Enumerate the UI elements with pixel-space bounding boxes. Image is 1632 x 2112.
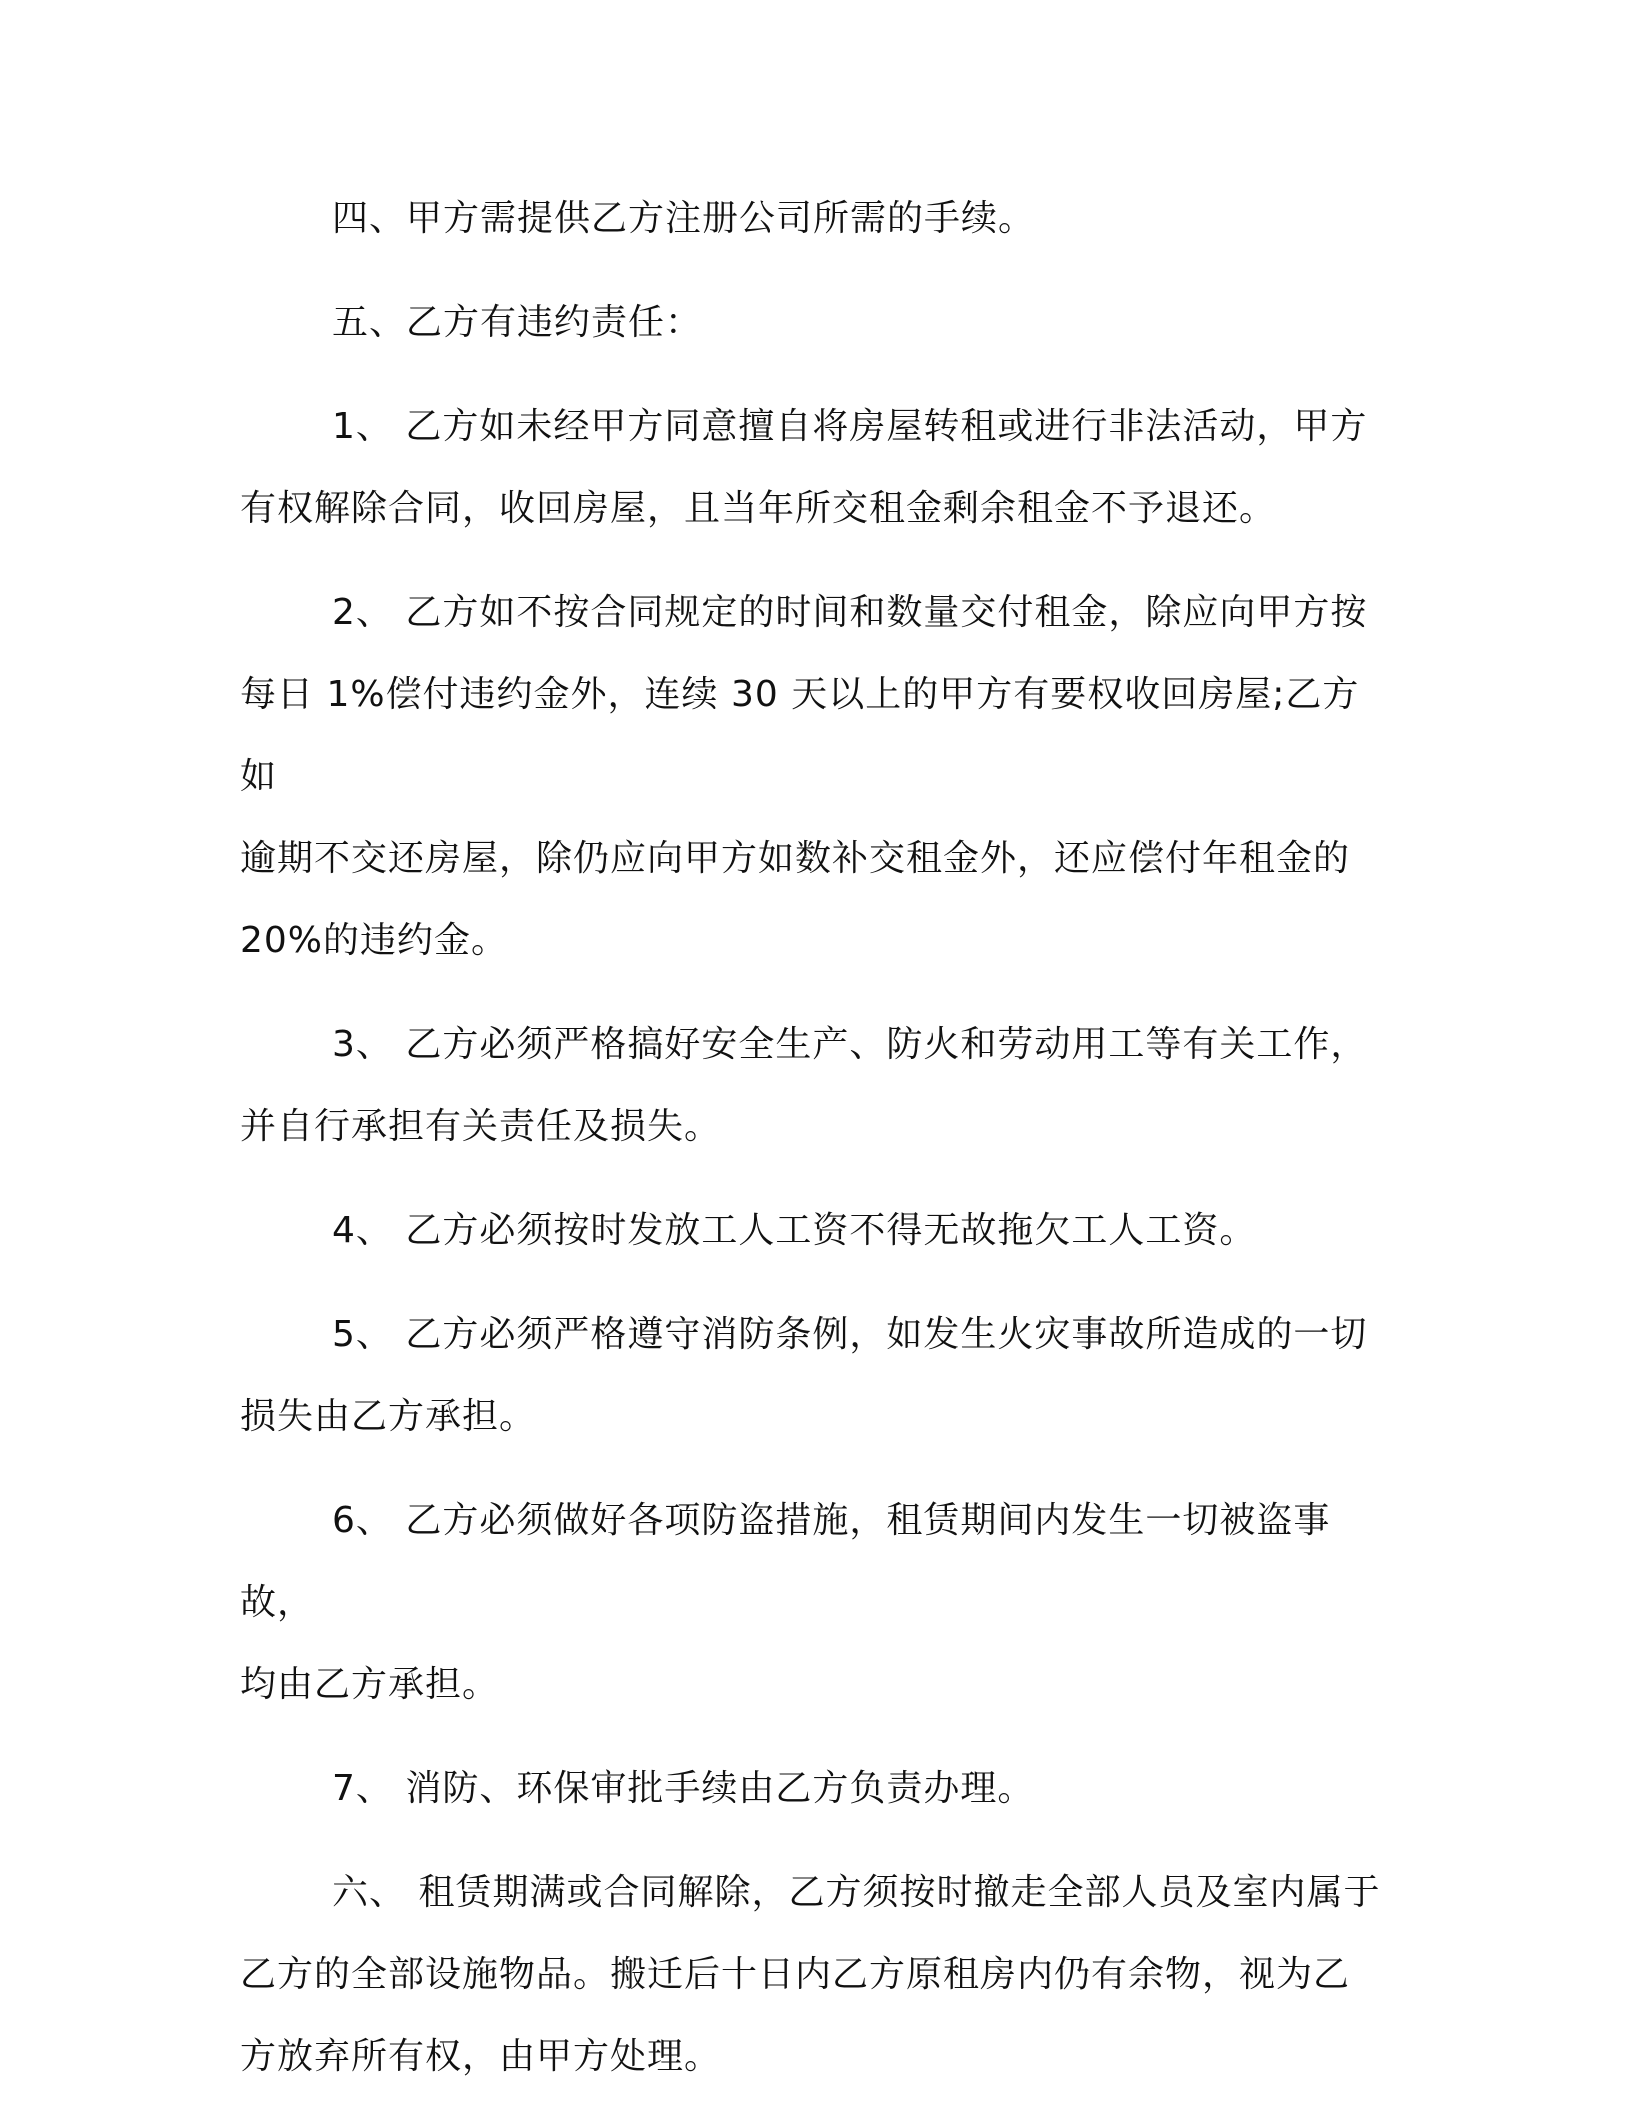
clause-5-line-1: 5、 乙方必须严格遵守消防条例，如发生火灾事故所造成的一切	[332, 1314, 1368, 1355]
clause-7-line-1: 7、 消防、环保审批手续由乙方负责办理。	[332, 1768, 1035, 1809]
section-six-line-1: 六、 租赁期满或合同解除，乙方须按时撤走全部人员及室内属于	[332, 1872, 1381, 1913]
section-six-line-3: 方放弃所有权，由甲方处理。	[240, 2036, 722, 2077]
clause-2-line-3: 逾期不交还房屋，除仍应向甲方如数补交租金外，还应偿付年租金的	[240, 838, 1351, 879]
clause-2-line-4: 20%的违约金。	[240, 920, 509, 961]
clause-3-line-1: 3、 乙方必须严格搞好安全生产、防火和劳动用工等有关工作，	[332, 1024, 1368, 1065]
section-five-line-1: 五、乙方有违约责任：	[332, 302, 703, 343]
clause-1-paragraph	[240, 386, 1390, 550]
clause-7-paragraph	[240, 1748, 1390, 1830]
clause-4-line-1: 4、 乙方必须按时发放工人工资不得无故拖欠工人工资。	[332, 1210, 1257, 1251]
clause-2-line-1: 2、 乙方如不按合同规定的时间和数量交付租金，除应向甲方按	[332, 592, 1368, 633]
clause-5-line-2: 损失由乙方承担。	[240, 1396, 537, 1437]
clause-4-paragraph	[240, 1190, 1390, 1272]
document-body	[240, 178, 1390, 2098]
section-four-line-1: 四、甲方需提供乙方注册公司所需的手续。	[332, 198, 1036, 239]
clause-3-line-2: 并自行承担有关责任及损失。	[240, 1106, 722, 1147]
section-six-paragraph	[240, 1852, 1390, 2098]
section-four-paragraph	[240, 178, 1390, 260]
clause-1-line-2: 有权解除合同，收回房屋，且当年所交租金剩余租金不予退还。	[240, 488, 1277, 529]
clause-5-paragraph	[240, 1294, 1390, 1458]
clause-1-line-1: 1、 乙方如未经甲方同意擅自将房屋转租或进行非法活动，甲方	[332, 406, 1368, 447]
section-six-line-2: 乙方的全部设施物品。搬迁后十日内乙方原租房内仍有余物，视为乙	[240, 1954, 1351, 1995]
clause-2-paragraph	[240, 572, 1390, 982]
clause-6-paragraph	[240, 1480, 1390, 1726]
clause-3-paragraph	[240, 1004, 1390, 1168]
clause-6-line-2: 均由乙方承担。	[240, 1664, 500, 1705]
section-five-heading	[240, 282, 1390, 364]
clause-2-line-2: 每日 1%偿付违约金外，连续 30 天以上的甲方有要权收回房屋;乙方如	[240, 674, 1360, 797]
clause-6-line-1: 6、 乙方必须做好各项防盗措施，租赁期间内发生一切被盗事故，	[240, 1500, 1331, 1623]
